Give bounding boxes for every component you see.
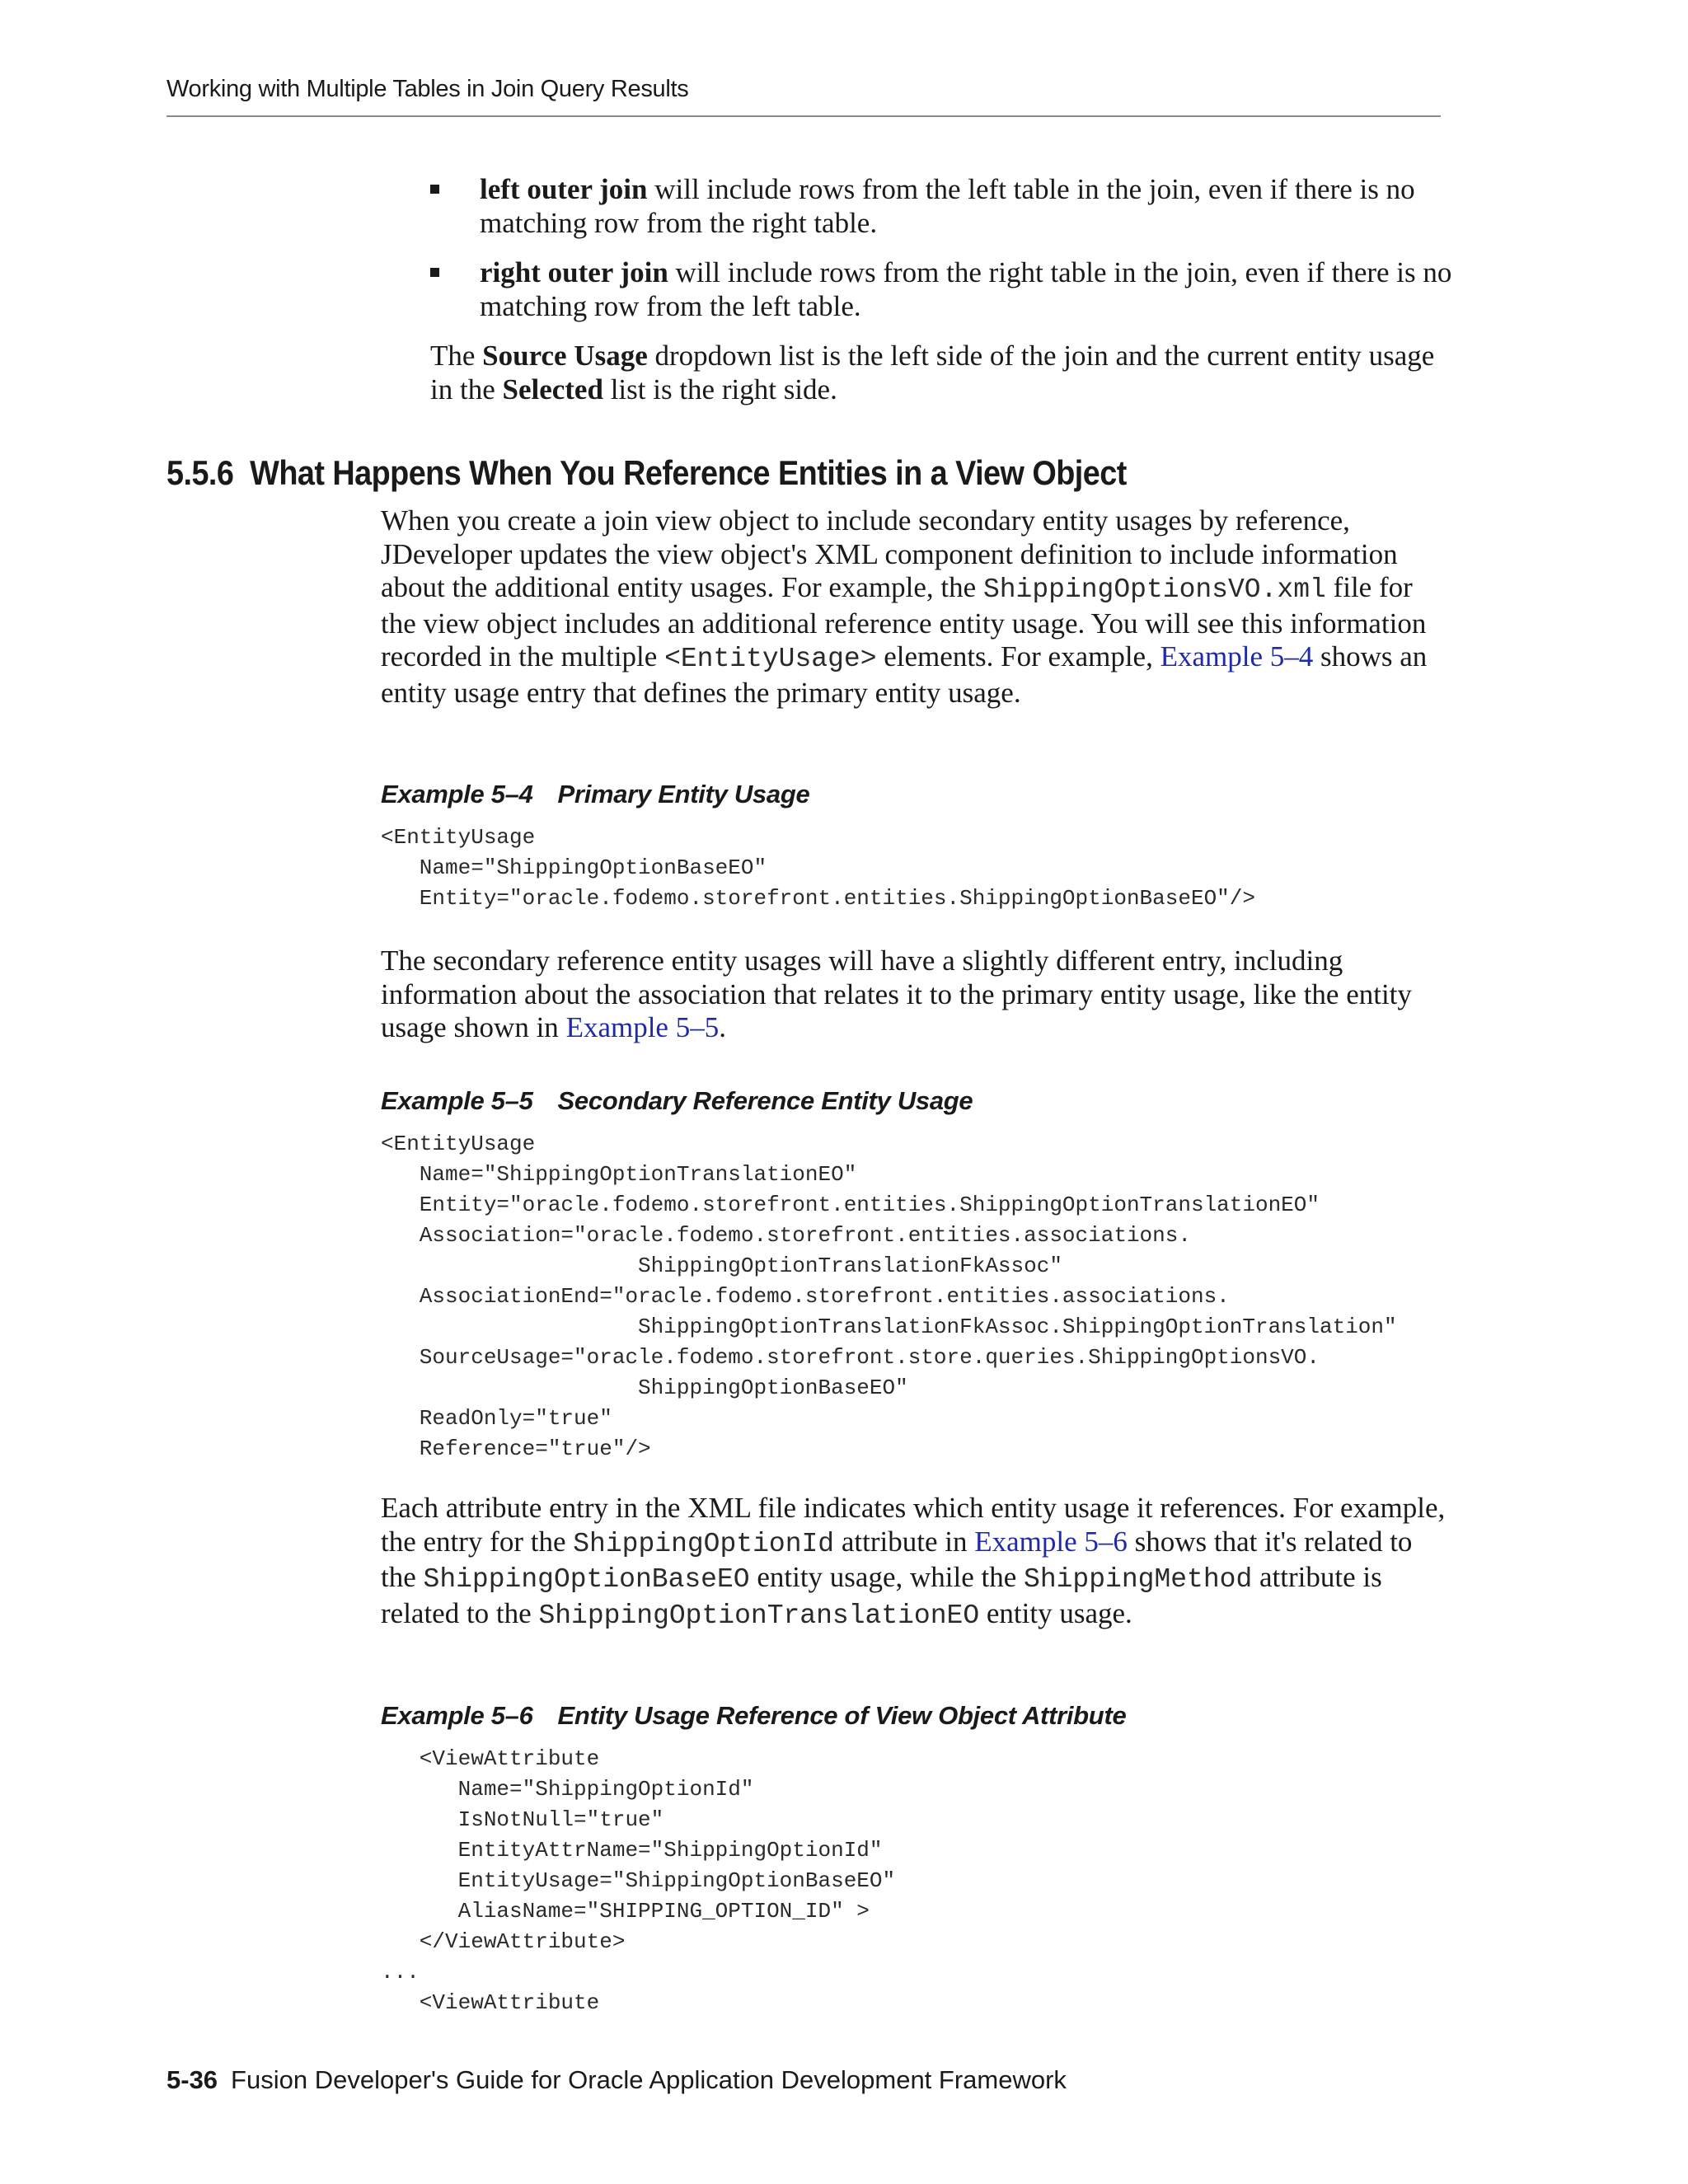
join-type-list xyxy=(430,173,1452,340)
term: left outer join xyxy=(480,173,648,205)
bold-term: Source Usage xyxy=(482,340,648,372)
source-usage-paragraph xyxy=(430,340,1452,406)
example-caption xyxy=(381,1699,1126,1732)
code-block: <ViewAttribute Name="ShippingOptionId" IsNotNull="true" EntityAttrName="ShippingOptionId" EntityUsage="ShippingOptionBaseEO" AliasName="SHIPPING_OPTION_ID" > </ViewAttribute> ... <ViewAttribute xyxy=(381,1746,896,2015)
term-description: will include rows from the left table in the join, even if there is no matching row from the right table. xyxy=(480,173,1415,239)
example-5-4-link[interactable]: Example 5–4 xyxy=(1160,640,1314,673)
inline-code: <EntityUsage> xyxy=(664,644,877,674)
term-description: will include rows from the right table in the join, even if there is no matching row from the left table. xyxy=(480,256,1452,322)
page-footer xyxy=(166,2064,1067,2097)
text-run: Each attribute entry in the XML file indicates which entity usage it references. For example, the entry for the xyxy=(381,1492,1446,1558)
text-run: shows an entity usage entry that defines the primary entity usage. xyxy=(381,640,1428,709)
text-run: attribute in xyxy=(834,1525,975,1558)
text-run: attribute is related to the xyxy=(381,1561,1382,1629)
attribute-paragraph xyxy=(381,1492,1452,1633)
section-heading xyxy=(166,452,1127,494)
bold-term: Selected xyxy=(502,373,603,405)
inline-code: ShippingOptionTranslationEO xyxy=(538,1600,980,1631)
secondary-usage-paragraph xyxy=(381,944,1452,1045)
example-caption xyxy=(381,1085,973,1118)
text-run: dropdown list is the left side of the join and the current entity usage in the xyxy=(430,340,1435,405)
example-number: Example 5–4 xyxy=(381,780,533,808)
page-number: 5-36 xyxy=(166,2065,218,2094)
running-header: Working with Multiple Tables in Join Query Results xyxy=(166,76,689,102)
text-run: The secondary reference entity usages will have a slightly different entry, including information about the association that relates it to the primary entity usage, like the entity usage shown in xyxy=(381,944,1412,1043)
example-number: Example 5–5 xyxy=(381,1086,533,1115)
list-item xyxy=(430,173,1452,240)
text-run: . xyxy=(719,1011,726,1043)
text-run: elements. For example, xyxy=(876,640,1160,673)
example-title: Entity Usage Reference of View Object Attribute xyxy=(557,1701,1127,1730)
example-5-5-link[interactable]: Example 5–5 xyxy=(565,1011,720,1043)
text-run: The xyxy=(430,340,483,372)
text-run: file for the view object includes an additional reference entity usage. You will see this information recorded in the multiple xyxy=(381,571,1427,673)
inline-code: ShippingOptionBaseEO xyxy=(423,1564,750,1595)
section-title: What Happens When You Reference Entities in a View Object xyxy=(250,453,1127,492)
square-bullet-icon xyxy=(430,268,439,277)
term: right outer join xyxy=(480,256,668,288)
square-bullet-icon xyxy=(430,185,439,194)
intro-paragraph xyxy=(381,504,1452,710)
inline-code: ShippingMethod xyxy=(1024,1564,1253,1595)
example-5-6-link[interactable]: Example 5–6 xyxy=(974,1525,1128,1558)
example-title: Secondary Reference Entity Usage xyxy=(557,1086,973,1115)
header-rule xyxy=(166,115,1441,117)
inline-code: ShippingOptionId xyxy=(573,1528,835,1559)
code-block: <EntityUsage Name="ShippingOptionBaseEO" Entity="oracle.fodemo.storefront.entities.ShippingOptionBaseEO"/> xyxy=(381,825,1255,911)
example-title: Primary Entity Usage xyxy=(557,780,810,808)
book-title: Fusion Developer's Guide for Oracle Application Development Framework xyxy=(231,2065,1067,2094)
example-number: Example 5–6 xyxy=(381,1701,533,1730)
text-run: When you create a join view object to include secondary entity usages by reference, JDeveloper updates the view object's XML component definition to include information about the additional entity usages. For example, the xyxy=(381,504,1398,603)
text-run: shows that it's related to the xyxy=(381,1525,1413,1593)
list-item xyxy=(430,256,1452,323)
inline-code: ShippingOptionsVO.xml xyxy=(982,574,1326,605)
text-run: list is the right side. xyxy=(603,373,837,405)
code-block: <EntityUsage Name="ShippingOptionTranslationEO" Entity="oracle.fodemo.storefront.entities.ShippingOptionTranslationEO" Association="oracle.fodemo.storefront.entities.associations. ShippingOptionTranslationFkAssoc" AssociationEnd="oracle.fodemo.storefront.entities.associations. ShippingOptionTranslationFkAssoc.ShippingOptionTranslation" SourceUsage="oracle.fodemo.storefront.store.queries.ShippingOptionsVO. ShippingOptionBaseEO" ReadOnly="true" Reference="true"/> xyxy=(381,1132,1397,1461)
example-caption xyxy=(381,778,809,811)
section-number: 5.5.6 xyxy=(166,453,234,492)
text-run: entity usage, while the xyxy=(749,1561,1025,1593)
text-run: entity usage. xyxy=(979,1596,1132,1629)
